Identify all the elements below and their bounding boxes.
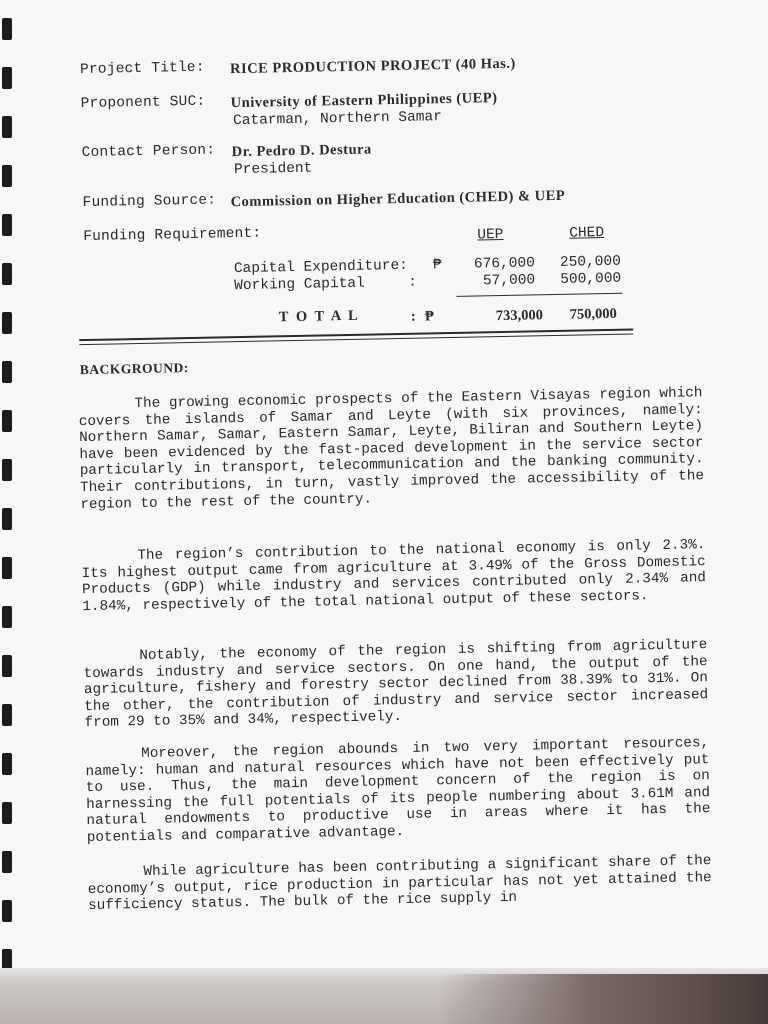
contact-name: Dr. Pedro D. Destura <box>231 141 372 161</box>
working-capital-uep: 57,000 <box>482 272 536 290</box>
contact-position: President <box>233 160 313 179</box>
capital-expenditure-uep: 676,000 <box>473 255 536 273</box>
project-title-value: RICE PRODUCTION PROJECT (40 Has.) <box>229 55 516 78</box>
funding-requirement-label: Funding Requirement: <box>83 225 262 246</box>
working-capital-label: Working Capital <box>234 275 365 295</box>
column-header-uep: UEP <box>477 226 504 244</box>
background-paragraph: The growing economic prospects of the Eastern Visayas region which covers the islands of Samar and Leyte (with six provinces, namely: Northern Samar, Samar, Eastern Samar, Leyte, Biliran and Southern Leyte) have been evidenced by the fast-paced development in the service sector particularly in transport, telecommunication and the banking community. Their contributions, in turn, vastly improved the accessibility of the region to the rest of the country. <box>78 385 705 513</box>
background-paragraph: The region’s contribution to the national economy is only 2.3%. Its highest output came from agriculture at 3.49% of the Gross Domestic Products (GDP) while industry and services contributed only 2.34% and 1.84%, respectively of the total national output of these sectors. <box>81 537 707 615</box>
total-uep: 733,000 <box>495 307 544 325</box>
working-capital-ched: 500,000 <box>560 270 622 288</box>
working-capital-colon: : <box>408 274 418 291</box>
background-heading: BACKGROUND: <box>79 360 189 378</box>
total-currency-symbol: ₱ <box>424 308 435 325</box>
total-colon: : <box>410 308 417 325</box>
subtotal-rule <box>456 293 622 297</box>
currency-symbol: ₱ <box>432 257 442 274</box>
scan-background <box>0 968 768 1024</box>
total-label: T O T A L <box>278 307 360 326</box>
proponent-label: Proponent SUC: <box>80 93 206 113</box>
column-header-ched: CHED <box>569 225 605 242</box>
scan-shadow <box>438 974 768 1024</box>
background-paragraph: Notably, the economy of the region is shifting from agriculture towards industry and service sectors. On one hand, the output of the agriculture, fishery and forestry sector declined from 38.39% to 31%. On the other, the contribution of industry and service sector increased from 29 to 35% and 34%, respectively. <box>83 637 709 732</box>
background-paragraph: Moreover, the region abounds in two very important resources, namely: human and natural resources which have not been effectively put to use. Thus, the main development concern of the region is on harnessing the full potentials of its people numbering about 3.61M and natural endowments to productive use in areas where it has the potentials and comparative advantage. <box>85 735 711 847</box>
funding-source-value: Commission on Higher Education (CHED) & UEP <box>230 187 566 211</box>
total-ched: 750,000 <box>569 305 618 323</box>
capital-expenditure-ched: 250,000 <box>559 253 622 271</box>
project-title-label: Project Title: <box>79 59 205 79</box>
proponent-value: University of Eastern Philippines (UEP) <box>230 90 498 112</box>
background-paragraph: While agriculture has been contributing a significant share of the economy’s output, rice production in particular has not yet attained the sufficiency status. The bulk of the rice supply in <box>87 853 712 915</box>
funding-source-label: Funding Source: <box>82 192 217 212</box>
contact-label: Contact Person: <box>81 142 216 162</box>
proponent-location: Catarman, Northern Samar <box>232 109 443 130</box>
capital-expenditure-label: Capital Expenditure: <box>233 257 409 278</box>
